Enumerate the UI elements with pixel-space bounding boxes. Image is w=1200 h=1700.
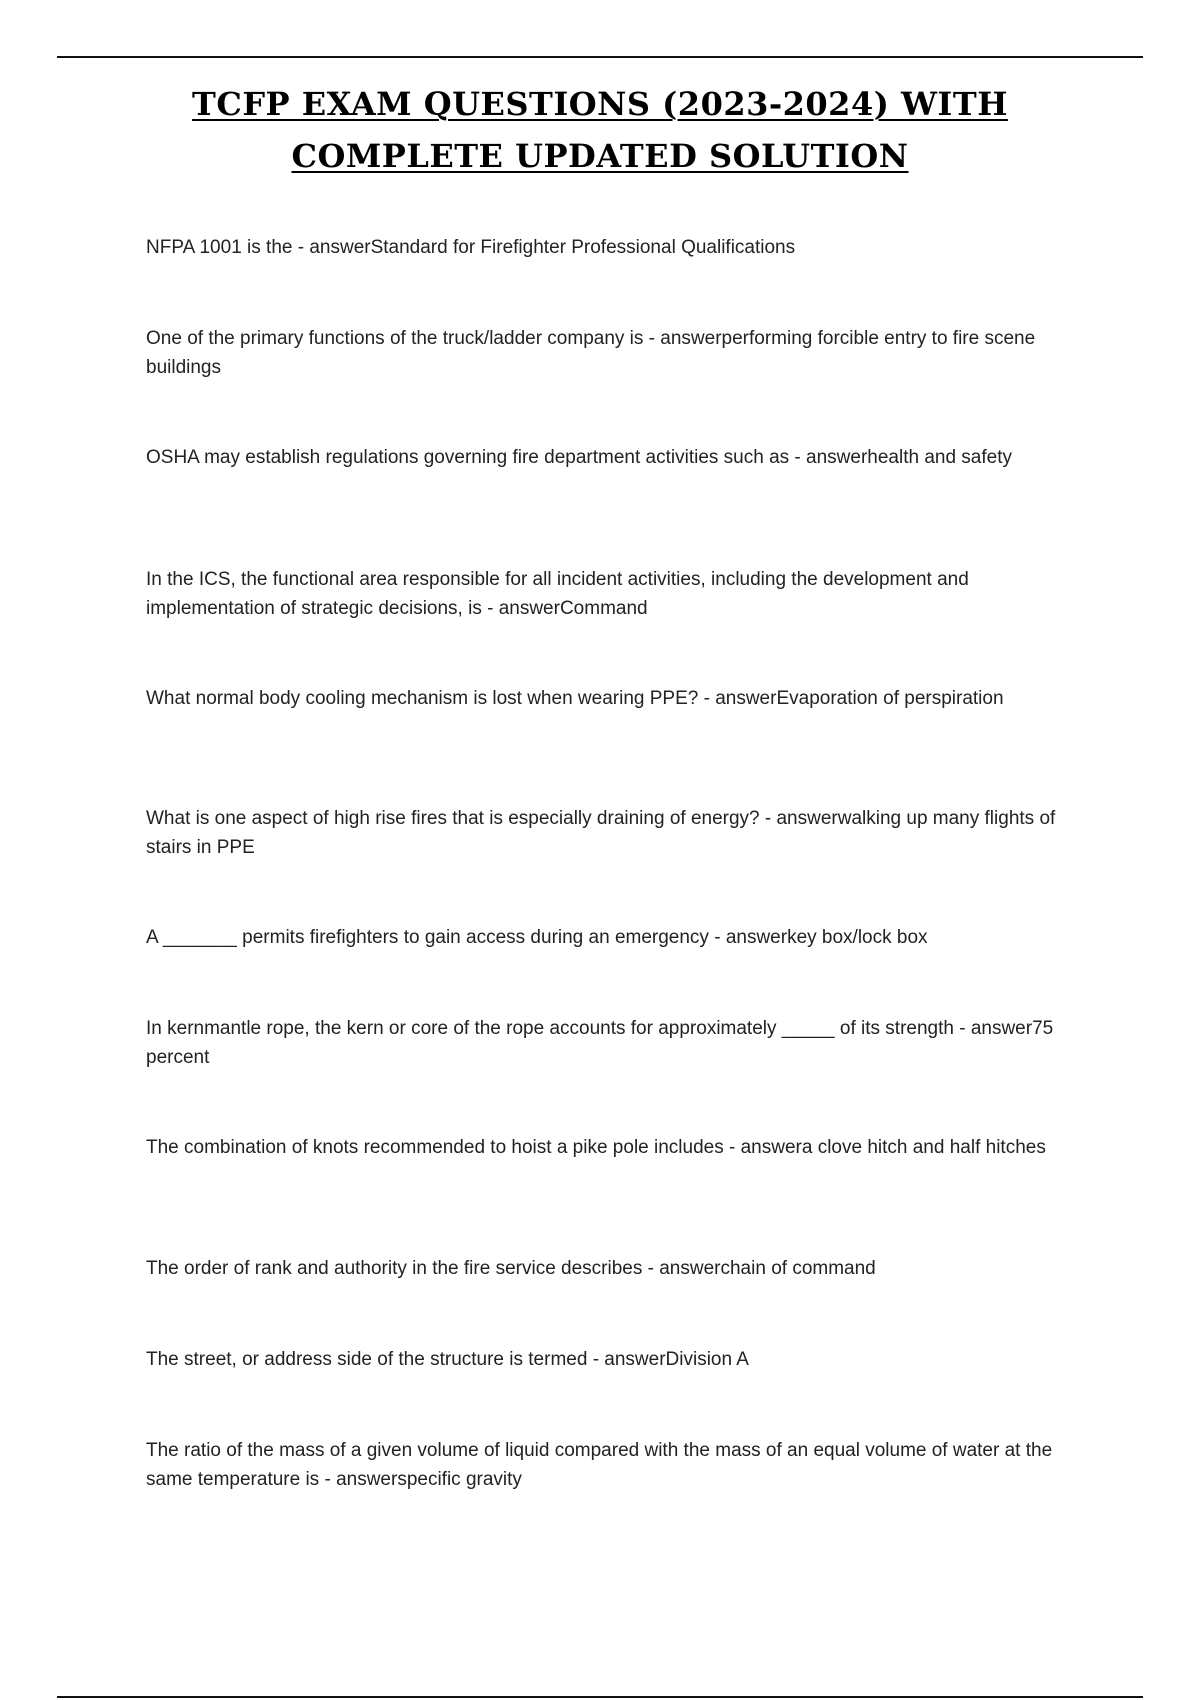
qa-item: In kernmantle rope, the kern or core of the rope accounts for approximately _____ of its strength - answer75 percent bbox=[146, 1018, 1054, 1068]
document-title bbox=[100, 78, 1100, 182]
title-line-2: COMPLETE UPDATED SOLUTION bbox=[291, 137, 909, 175]
qa-item: NFPA 1001 is the - answerStandard for Firefighter Professional Qualifications bbox=[146, 237, 796, 258]
qa-item: The street, or address side of the structure is termed - answerDivision A bbox=[146, 1349, 749, 1370]
qa-item: OSHA may establish regulations governing fire department activities such as - answerhealth and safety bbox=[146, 447, 1013, 468]
bottom-divider bbox=[57, 1696, 1143, 1698]
qa-item: A _______ permits firefighters to gain access during an emergency - answerkey box/lock box bbox=[146, 927, 928, 948]
qa-item: What normal body cooling mechanism is lost when wearing PPE? - answerEvaporation of perspiration bbox=[146, 688, 1004, 709]
qa-item: The combination of knots recommended to hoist a pike pole includes - answera clove hitch and half hitches bbox=[146, 1137, 1046, 1158]
qa-item: The order of rank and authority in the fire service describes - answerchain of command bbox=[146, 1258, 876, 1279]
qa-item: In the ICS, the functional area responsible for all incident activities, including the development and implementation of strategic decisions, is - answerCommand bbox=[146, 569, 969, 619]
qa-item: What is one aspect of high rise fires that is especially draining of energy? - answerwalking up many flights of stairs in PPE bbox=[146, 808, 1056, 858]
title-line-1: TCFP EXAM QUESTIONS (2023-2024) WITH bbox=[192, 85, 1008, 123]
qa-item: One of the primary functions of the truck/ladder company is - answerperforming forcible entry to fire scene buildings bbox=[146, 328, 1036, 378]
qa-item: The ratio of the mass of a given volume of liquid compared with the mass of an equal volume of water at the same temperature is - answerspecific gravity bbox=[146, 1440, 1053, 1490]
top-divider bbox=[57, 56, 1143, 58]
